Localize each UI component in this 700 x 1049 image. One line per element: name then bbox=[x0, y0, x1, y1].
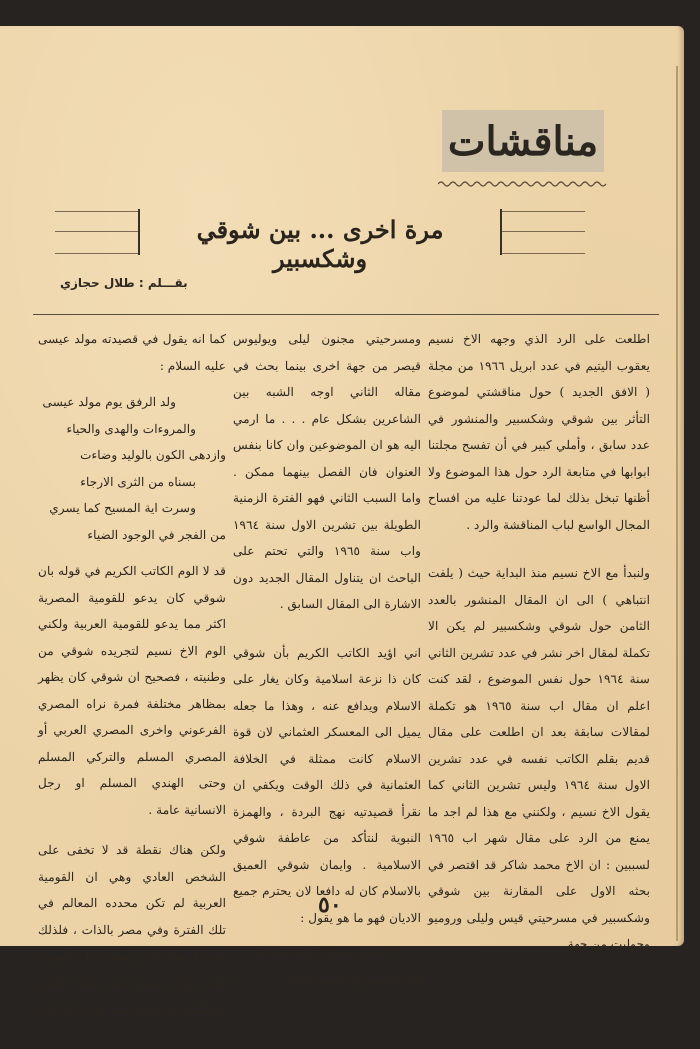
verse-line: بسناه من الثرى الارجاء bbox=[80, 474, 196, 489]
paragraph: اني اؤيد الكاتب الكريم بأن شوقي كان ذا نزعة اسلامية وكان يغار على الاسلام ويدافع عنه ، وهذا ما جعله يميل الى المعسكر العثماني لان قوة الاسلام كانت ممثلة في الخلافة العثمانية في ذلك الوقت ويكفي ان نقرأ قصيدتيه نهج البردة ، والهمزة النبوية لنتأكد من عاطفة شوقي الاسلامية . وايمان شوقي العميق بالاسلام كان له دافعا لان يحترم جميع الاديان فهو ما هو يقول : bbox=[233, 645, 421, 925]
column-right bbox=[428, 326, 650, 958]
verse-line: عيسى سبيلك رحمة ومحبة bbox=[258, 945, 391, 959]
page-edge bbox=[676, 66, 678, 941]
section-title: مناقشات bbox=[447, 117, 599, 165]
title-frame-left bbox=[55, 209, 140, 255]
verse-line: والمروءات والهدى والحياء bbox=[66, 421, 196, 436]
paragraph: ولنبدأ مع الاخ نسيم منذ البداية حيث ( يلفت انتباهي ) الى ان المقال المنشور بالعدد الثامن حول شوقي وشكسبير لم يكن الا تكملة لمقال اخر نشر في عدد تشرين الثاني سنة ١٩٦٤ حول نفس الموضوع ، لقد كنت اعلم ان مقال اب سنة ١٩٦٥ هو تكملة لمقالات سابقة بعد ان اطلعت على مقال قديم بقلم الكاتب نفسه في عدد تشرين الاول سنة ١٩٦٤ وليس تشرين الثاني كما يقول الاخ نسيم ، ولكنني مع هذا لم اجد ما يمنع من الرد على مقال شهر اب ١٩٦٥ لسببين : ان الاخ محمد شاكر قد اقتصر في بحثه الاول على المقارنة بين شوقي وشكسبير في مسرحيتي قيس وليلى وروميو وجوليت من جهة bbox=[428, 566, 651, 951]
horizontal-rule bbox=[33, 314, 659, 315]
paragraph: اطلعت على الرد الذي وجهه الاخ نسيم يعقوب اليتيم في عدد ابريل ١٩٦٦ من مجلة ( الافق الجديد ) حول مناقشتي لموضوع التأثر بين شوقي وشكسبير والمنشور في عدد سابق ، وأملي كبير في أن تفسح مجلتنا ابوابها في متابعة الرد حول هذا الموضوع ولا أظنها تبخل بذلك لما عودتنا عليه من افساح المجال الواسع لباب المناقشة والرد . bbox=[428, 332, 650, 532]
author-byline: بقـــلم : طلال حجازي bbox=[60, 276, 188, 290]
section-masthead bbox=[442, 110, 604, 172]
article-title: مرة اخرى ... بين شوقي وشكسبير bbox=[196, 215, 444, 273]
column-left bbox=[38, 326, 226, 1049]
page-number: ٥٠ bbox=[318, 892, 342, 918]
paragraph: قد لا الوم الكاتب الكريم في قوله بان شوقي كان يدعو للقومية المصرية اكثر مما يدعو للقومية العربية ولكني الوم الاخ نسيم لتجريده شوقي من وطنيته ، فصحيح ان شوقي كان يظهر بمظاهر مختلفة فمرة نراه المصري الفرعوني واخرى المصري العربي أو المصري المسلم والتركي المسلم وحتى الهندي المسلم او رجل الانسانية عامة . bbox=[38, 564, 226, 817]
paragraph: ومسرحيتي مجنون ليلى ويوليوس قيصر من جهة اخرى بينما بحث في مقاله الثاني اوجه الشبه بين الشاعرين بشكل عام . . . ما ارمي اليه هو ان الموضوعين وان كانا بنفس العنوان فان الفصل بينهما ممكن . واما السبب الثاني فهو الفترة الزمنية الطويلة بين تشرين الاول سنة ١٩٦٤ واب سنة ١٩٦٥ والتي تحتم على الباحث ان يتناول المقال الجديد دون الاشارة الى المقال السابق . bbox=[233, 332, 421, 611]
title-frame-right bbox=[500, 209, 585, 255]
wavy-underline-decoration bbox=[438, 180, 608, 188]
article-title-row bbox=[55, 209, 585, 273]
paragraph: كما انه يقول في قصيدته مولد عيسى عليه السلام : bbox=[38, 332, 226, 373]
verse-line: من الفجر في الوجود الضياء bbox=[87, 527, 226, 542]
verse-line: وسرت اية المسيح كما يسري bbox=[49, 501, 196, 515]
magazine-page bbox=[0, 26, 684, 1043]
verse-line: ولد الرفق يوم مولد عيسى bbox=[42, 395, 176, 409]
paragraph: ولكن هناك نقطة قد لا تخفى على الشخص العادي وهي ان القومية العربية لم تكن محدده المعالم في تلك الفترة وفي مصر بالذات ، فلذلك نحن لا نشك في وطنية ذلك الصوت الذي كان يصرخ في تلك الفترة المظلمة من تاريخ مصر بهذه النداءات . bbox=[38, 843, 226, 1043]
verse-line: في العالمين وعصمة وسلام bbox=[284, 971, 421, 986]
verse-line: وازدهى الكون بالوليد وضاءت bbox=[80, 448, 226, 462]
